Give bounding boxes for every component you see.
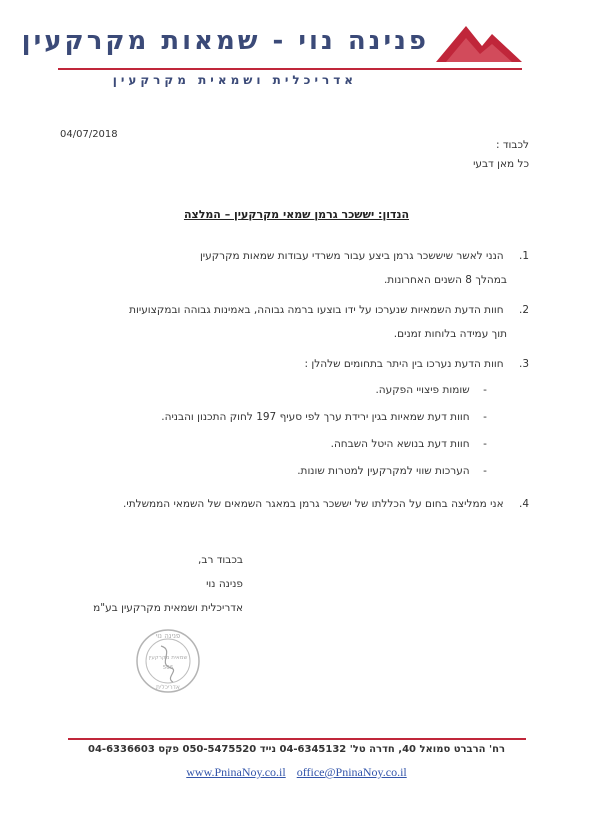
- bullet-item: [161, 411, 497, 423]
- list-item: [200, 244, 529, 268]
- bullet-dash: -: [483, 465, 487, 477]
- item-number: 3.: [518, 358, 529, 370]
- bullet-item: [375, 384, 497, 396]
- bullet-text: חוות דעת בנושא היטל השבחה.: [330, 438, 470, 450]
- brand-logo-icon: [436, 22, 522, 64]
- bullet-text: חוות דעת שמאיות בגין ירידת ערך לפי סעיף 197 לחוק התכנון והבניה.: [161, 411, 470, 423]
- bullet-item: [331, 438, 497, 450]
- email-link[interactable]: office@PninaNoy.co.il: [296, 765, 407, 779]
- footer-address: רח' הרברט סמואל 40, חדרה טל' 04-6345132 נייד 050-5475520 פקס 04-6336603: [88, 744, 505, 755]
- item-number: 4.: [518, 498, 529, 510]
- addressee-line-2: כל מאן דבעי: [473, 158, 529, 170]
- list-item: [129, 298, 529, 322]
- item-number: 2.: [518, 304, 529, 316]
- stamp-seal-icon: [135, 628, 201, 694]
- signature-name: פנינה נוי: [206, 578, 243, 590]
- brand-subtitle: אדריכלית ושמאית מקרקעין: [112, 73, 357, 87]
- footer-divider: [68, 738, 526, 740]
- list-item: [305, 352, 529, 376]
- item-text: הנני לאשר שיששכר גרמן ביצע עבור משרדי עבודות שמאות מקרקעין: [199, 250, 504, 262]
- letter-subject: הנדון: יששכר גרמן שמאי מקרקעין – המלצה: [183, 208, 410, 221]
- item-number: 1.: [518, 250, 529, 262]
- website-link[interactable]: www.PninaNoy.co.il: [186, 765, 286, 779]
- signature-title: אדריכלית ושמאית מקרקעין בע"מ: [93, 602, 243, 614]
- item-text: חוות הדעת נערכו בין היתר בתחומים שלהלן :: [304, 358, 504, 370]
- bullet-item: [297, 465, 497, 477]
- brand-title: פנינה נוי - שמאות מקרקעין: [21, 26, 429, 56]
- bullet-dash: -: [483, 411, 487, 423]
- bullet-text: שומות פיצויי הפקעה.: [375, 384, 470, 396]
- item-continuation: במהלך 8 השנים האחרונות.: [383, 274, 507, 286]
- stamp-text-bottom: אדריכלית: [156, 684, 180, 691]
- item-continuation: תוך עמידה בלוחות זמנים.: [393, 328, 507, 340]
- letterhead-divider: [58, 68, 522, 70]
- signature-closing: בכבוד רב,: [198, 554, 243, 566]
- list-item: [123, 492, 529, 516]
- item-text: אני ממליצה בחום על הכללתו של יששכר גרמן במאגר השמאים של השמאי הממשלתי.: [123, 498, 504, 510]
- stamp-text-mid: שמאית מקרקעין: [148, 655, 188, 661]
- stamp-text-num: 506: [162, 665, 174, 671]
- footer-links: [0, 765, 593, 780]
- stamp-text-top: פנינה נוי: [155, 632, 181, 640]
- bullet-dash: -: [483, 384, 487, 396]
- bullet-text: הערכות שווי למקרקעין למטרות שונות.: [297, 465, 470, 477]
- addressee-line-1: לכבוד :: [495, 139, 529, 151]
- item-text: חוות הדעת השמאיות שנערכו על ידו בוצעו ברמה גבוהה, באמינות גבוהה ובמקצועיות: [129, 304, 504, 316]
- bullet-dash: -: [483, 438, 487, 450]
- letter-date: 04/07/2018: [60, 129, 118, 140]
